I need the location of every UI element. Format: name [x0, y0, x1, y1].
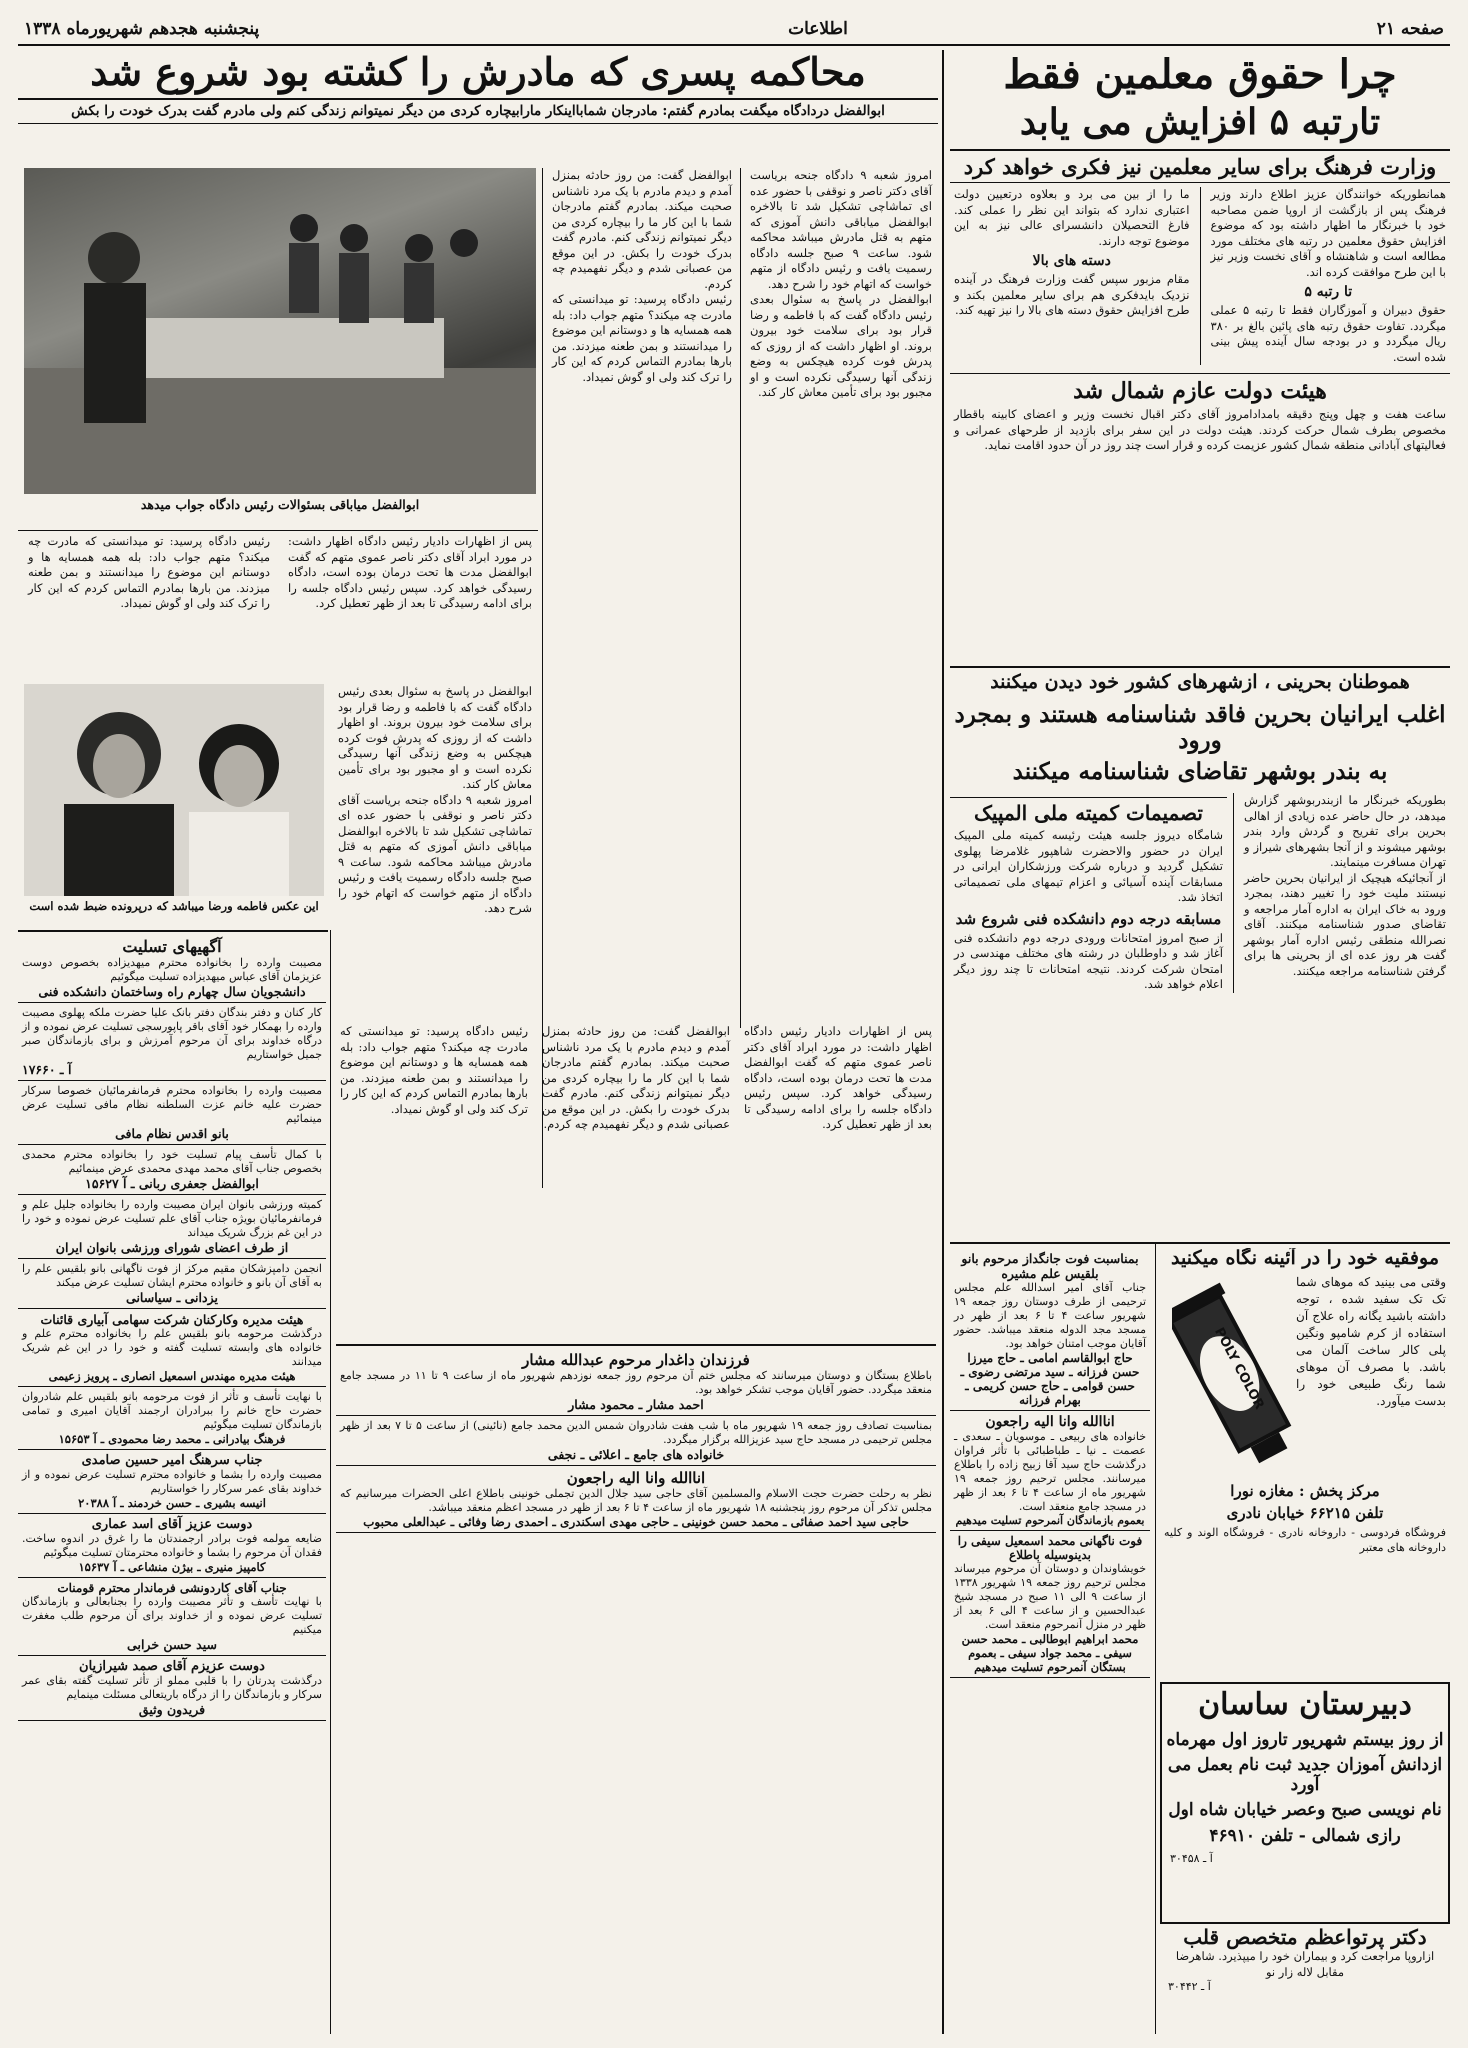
newspaper-page — [18, 14, 1450, 2034]
trial-text-g: امروز شعبه ۹ دادگاه جنحه بریاست آقای دکتر ناصر و نوقفی با حضور عده ای تماشاچی تشکیل شد تا بالاخره ابوالفضل میاباقی دانش آموزی که متهم به قتل مادرش میباشد محاکمه شود. ساعت ۹ صبح جلسه دادگاه رسمیت یافت و رئیس دادگاه از متهم خواست که اتهام خود را شرح دهد. — [338, 792, 533, 915]
condolence-notice — [18, 1145, 326, 1195]
trial-quote: ابوالفضل دردادگاه میگفت بمادرم گفتم: مادرجان شمابااینکار مارابیچاره کردی من دیگر نمیتوانم زندگی کنم ولی مادرم گفت بدرک خودت را بکش — [18, 104, 938, 125]
trial-column-f — [334, 684, 536, 1014]
exam-title: مسابقه درجه دوم دانشکده فنی شروع شد — [955, 909, 1222, 928]
memorial-body: بمناسبت تصادف روز جمعه ۱۹ شهریور ماه با شب هفت شادروان شمس الدین محمد جامع (نائینی) از ساعت ۵ تا ۷ بعد از ظهر مجلس ترحیمی در مسجد حاج سید عزیزالله برگزار میگردد. — [340, 1419, 933, 1446]
notice-sign: سید حسن خرابی — [127, 1637, 217, 1652]
bahrain-headline-1: اغلب ایرانیان بحرین فاقد شناسنامه هستند و بمجرد ورود — [954, 700, 1446, 755]
page-number: صفحه ۲۱ — [1376, 19, 1444, 39]
notice-sign: ابوالفضل جعفری ربانی ـ آ ۱۵۶۲۷ — [85, 1176, 259, 1191]
cardio-name: دکتر پرتواعظم متخصص قلب — [1183, 1926, 1427, 1949]
memorial-sign: محمد ابراهیم ابوطالبی ـ محمد حسن سیفی ـ محمد جواد سیفی ـ بعموم بستگان آنمرحوم تسلیت میدهیم — [961, 1632, 1139, 1674]
condolence-notice — [18, 1578, 326, 1656]
bahrain-body-2: از آنجائیکه هیچیک از ایرانیان بحرین حاضر نیستند ملیت خود را تغییر دهند، بمجرد ورود به خاک ایران به اداره آمار مراجعه و تقاضای صدور شناسنامه میکنند. آقای نصرالله منطقی رئیس اداره آمار بوشهر گفت هر روز عده ای از بحرینی ها برای گرفتن شناسنامه مراجعه میکنند. — [1244, 870, 1446, 978]
teachers-para-4: حقوق دبیران و آموزگاران فقط تا رتبه ۵ عملی میگردد. تفاوت حقوق رتبه های پائین بالغ بر ۳۸۰ ریال میگردد و در بودجه سال آینده پیش بینی شده است. — [1210, 303, 1447, 364]
teachers-minor-head-2: تا رتبه ۵ — [1304, 284, 1353, 301]
rule-ads-memorials — [1155, 1244, 1156, 2034]
sasan-school-ad — [1160, 1682, 1450, 1924]
trial-lower-columns — [336, 1024, 936, 1324]
condolence-notice — [18, 1514, 326, 1578]
memorial-notice — [950, 1531, 1150, 1678]
bahrain-headline-2: به بندر بوشهر تقاضای شناسنامه میکنند — [1012, 757, 1388, 785]
condolence-notice — [18, 934, 326, 1003]
notice-body: مصیبت وارده را بخانواده محترم فرمانفرمائیان خصوصا سرکار حضرت علیه خانم عزت السلطنه نظام مافی تسلیت عرض مینمائیم — [22, 1084, 322, 1125]
memorial-sign: حاجی سید احمد صفائی ـ محمد حسن خونینی ـ حاجی مهدی اسکندری ـ احمدی رضا وفائی ـ عبدالعلی محبوب — [363, 1515, 909, 1529]
rule-trial-a — [740, 168, 741, 1028]
school-line-2: ازدانش آموزان جدید ثبت نام بعمل می آورد — [1167, 1755, 1443, 1795]
memorials-right-column — [950, 1248, 1150, 2034]
courtroom-photo-caption: ابوالفضل میاباقی بسئوالات رئیس دادگاه جواب میدهد — [140, 497, 420, 512]
rule-notices-side — [330, 930, 331, 2034]
trial-column-c — [24, 534, 274, 674]
condolence-notice — [18, 1081, 326, 1145]
notice-title: آگهیهای تسلیت — [122, 937, 222, 956]
rule-right-1 — [950, 666, 1450, 668]
school-line-1: از روز بیستم شهریور تاروز اول مهرماه — [1166, 1729, 1444, 1750]
polycolor-distributor-1: مرکز پخش : مغازه نورا — [1230, 1481, 1380, 1500]
couple-photo-sketch — [24, 684, 324, 896]
trial-text-e: ابوالفضل در پاسخ به سئوال بعدی رئیس دادگاه گفت که با فاطمه و رضا قرار بود برای سلامت خود بیرون بروند. او اظهار داشت که از روزی که پدرش فوت کرده هیچکس به وضع زندگی آنها رسیدگی نکرده است و او مجبور بود برای تأمین معاش کار کند. — [750, 292, 932, 399]
notice-sign: انیسه بشیری ـ حسن خردمند ـ آ ۲۰۳۸۸ — [78, 1496, 266, 1510]
notice-title: دوست عزیزم آقای صمد شیرازیان — [79, 1659, 265, 1674]
notice-sign: بانو اقدس نظام مافی — [115, 1126, 229, 1141]
trial-text-a: امروز شعبه ۹ دادگاه جنحه بریاست آقای دکتر ناصر و نوقفی با حضور عده ای تماشاچی تشکیل شد تا بالاخره ابوالفضل میاباقی دانش آموزی که متهم به قتل مادرش میباشد محاکمه شود. ساعت ۹ صبح جلسه دادگاه رسمیت یافت و رئیس دادگاه از متهم خواست که اتهام خود را شرح دهد. — [750, 168, 932, 291]
notice-body: درگذشت پدرتان را با قلبی مملو از تأثر تسلیت گفته بقای عمر سرکار و بازماندگان را از درگاه باریتعالی مسئلت مینمایم — [22, 1674, 322, 1701]
notice-title: جناب آقای کاردونشی فرماندار محترم قومنات — [57, 1581, 287, 1595]
trial-text-d: پس از اظهارات دادیار رئیس دادگاه اظهار داشت: در مورد ابراد آقای دکتر ناصر عموی متهم که گفت ابوالفضل مدت ها تحت درمان بوده است، دادگاه رسیدگی خواهد کرد. سپس رئیس دادگاه جلسه را برای ادامه رسیدگی تا بعد از ظهر تعطیل کرد. — [288, 534, 532, 610]
memorial-body: خانواده های ربیعی ـ موسویان ـ سعدی ـ عصمت ـ نیا ـ طباطبائی با تأثر فراوان درگذشت حاج سید آقا زبیح زاده را باطلاع میرسانند. مجلس ترحیم روز جمعه ۱۹ شهریور ماه از ساعت ۴ تا ۶ بعد از ظهر در مسجد جامع منعقد است. — [954, 1430, 1146, 1513]
notice-sign: هیئت مدیره مهندس اسمعیل انصاری ـ پرویز زعیمی — [48, 1369, 296, 1383]
trial-column-d — [284, 534, 536, 674]
teachers-para-1: همانطوریکه خوانندگان عزیز اطلاع دارند وزیر فرهنگ پس از بازگشت از اروپا ضمن مصاحبه خود با خبرنگار ما اظهار داشته بود که موضوع افزایش حقوق معلمین در رتبه های مختلف مورد مطالعه است و شاهنشاه و آقای نخست وزیر نیز با این طرح موافقت کرده اند. — [1210, 187, 1446, 279]
couple-photo — [24, 684, 324, 896]
memorial-sign: حاج ابوالقاسم امامی ـ حاج میرزا حسن فرزانه ـ سید مرتضی رضوی ـ حسن قوامی ـ حاج حسن کریمی ـ بهرام فرزانه — [960, 1351, 1140, 1407]
memorials-mid-column — [336, 1348, 936, 2034]
condolence-notice — [18, 1309, 326, 1387]
notice-body: با کمال تأسف پیام تسلیت خود را بخانواده محترم محمدی بخصوص جناب آقای محمد مهدی محمدی عرض مینمائیم — [22, 1148, 322, 1175]
masthead — [18, 14, 1450, 46]
notice-sign: فریدون وثیق — [138, 1702, 206, 1717]
school-code: آ ـ ۳۰۴۵۸ — [1170, 1852, 1213, 1866]
polycolor-title: موفقیه خود را در آئینه نگاه میکنید — [1171, 1248, 1439, 1269]
cabinet-title: هیئت دولت عازم شمال شد — [1073, 378, 1327, 405]
condolence-notice — [18, 1656, 326, 1721]
exam-body: از صبح امروز امتحانات ورودی درجه دوم دانشکده فنی آغاز شد و داوطلبان در رشته های مختلف مهندسی در امتحان شرکت کردند. نتیجه امتحانات تا چند روز دیگر اعلام خواهد شد. — [954, 930, 1223, 992]
olympic-body: شامگاه دیروز جلسه هیئت رئیسه کمیته ملی المپیک ایران در حضور والاحضرت شاهپور غلامرضا پهلوی تشکیل گردید و درباره شرکت ورزشکاران ایرانی در مسابقات آینده آسیائی و اعزام تیمهای ملی تصمیماتی اتخاذ شد. — [954, 828, 1223, 905]
bahrain-article — [950, 672, 1450, 1212]
notice-body: کمیته ورزشی بانوان ایران مصیبت وارده را بخانواده جلیل علم و فرمانفرمائیان بویژه جناب آقای علم تسلیت عرض نموده و خود را در این غم بزرگ شریک میداند — [22, 1198, 322, 1239]
memorial-sign: خانواده های جامع ـ اعلائی ـ نجفی — [547, 1447, 725, 1462]
bahrain-body-1: بطوریکه خبرنگار ما ازبندربوشهر گزارش میدهد، در حال حاضر عده زیادی از اهالی بحرین برای تفریح و گردش وارد بندر بوشهر میشوند و از آنجا بشهرهای شیراز و تهران مسافرت مینمایند. — [1244, 793, 1446, 870]
issue-date: پنجشنبه هجدهم شهریورماه ۱۳۳۸ — [24, 19, 260, 39]
memorial-body: نظر به رحلت حضرت حجت الاسلام والمسلمین آقای حاجی سید جلال الدین تجملی خونینی باطلاع اعلی الحضرات میرسانیم که مجلس تذکر آن مرحوم روز پنجشنبه ۱۸ شهریور ماه از ساعت ۴ تا ۶ بعد از ظهر در مسجد اعظم منعقد میباشد. — [340, 1487, 932, 1514]
school-line-3: نام نویسی صبح وعصر خیابان شاه اول — [1168, 1800, 1442, 1821]
polycolor-body: وقتی می بینید که موهای شما تک تک سفید شده ، توجه داشته باشید یگانه راه علاج آن استفاده از کرم شامپو ونگین پلی کالر ساخت آلمان می باشد. با مصرف آن موهای شما رنگ طبیعی خود را بدست میآورد. — [1296, 1274, 1446, 1408]
polycolor-brand-text: POLY COLOR — [1211, 1325, 1267, 1412]
notice-body: درگذشت مرحومه بانو بلقیس علم را بخانواده محترم علم و خانواده های وابسته تسلیت گفته و خود را در این غم شریک میدانند — [22, 1327, 322, 1368]
notice-title: جناب سرهنگ امیر حسین صامدی — [81, 1453, 263, 1468]
couple-photo-block — [24, 684, 324, 924]
trial-text-f: ابوالفضل در پاسخ به سئوال بعدی رئیس دادگاه گفت که با فاطمه و رضا قرار بود برای سلامت خود بیرون بروند. او اظهار داشت که از روزی که پدرش فوت کرده هیچکس به وضع زندگی آنها رسیدگی نکرده است و او مجبور بود برای تأمین معاش کار کند. — [338, 684, 532, 791]
notice-body: کار کنان و دفتر بندگان دفتر بانک علیا حضرت ملکه پهلوی مصیبت وارده را بهمکار خود آقای باقر پاپورسجی تسلیت عرض نموده و از درگاه خداوند برای آن مرحوم آمرزش و برای بازماندگان صبر جمیل خواستاریم — [22, 1006, 322, 1061]
condolence-notice — [18, 1003, 326, 1081]
memorial-body: خویشاوندان و دوستان آن مرحوم میرساند مجلس ترحیم روز جمعه ۱۹ شهریور ۱۳۳۸ از ساعت ۹ الی ۱۱ صبح در مسجد شیخ عبدالحسین و از ساعت ۴ الی ۶ بعد از ظهر در منزل آنمرحوم منعقد است. — [954, 1562, 1146, 1631]
memorial-body: جناب آقای امیر اسدالله علم مجلس ترحیمی از طرف دوستان روز جمعه ۱۹ شهریور ساعت ۴ تا ۶ بعد از ظهر در مسجد مجد الدوله منعقد میباشد. حضور آقایان موجب امتنان خواهد بود. — [954, 1281, 1146, 1350]
condolence-notice — [18, 1259, 326, 1309]
teachers-para-3: مقام مزبور سپس گفت وزارت فرهنگ در آینده نزدیک بایدفکری هم برای سایر معلمین بکند و طرح افزایش حقوق دسته های بالا را نیز تهیه کند. — [954, 272, 1190, 318]
rule-center — [942, 50, 944, 2034]
notice-sign: از طرف اعضای شورای ورزشی بانوان ایران — [55, 1240, 289, 1255]
memorial-title: فوت ناگهانی محمد اسمعیل سیفی را بدینوسیله باطلاع — [957, 1534, 1143, 1562]
school-name: دبیرستان ساسان — [1198, 1687, 1412, 1722]
courtroom-photo-sketch — [24, 168, 536, 494]
teachers-minor-head-1: دسته های بالا — [1032, 253, 1111, 270]
polycolor-tube-illustration — [1172, 1278, 1292, 1478]
rule-mid-memorials — [336, 1344, 936, 1346]
memorial-title: اناالله وانا الیه راجعون — [566, 1469, 706, 1487]
rule-right-2 — [950, 1242, 1450, 1244]
condolence-notices-column — [18, 934, 326, 2034]
trial-text-c: رئیس دادگاه پرسید: تو میدانستی که مادرت چه میکند؟ متهم جواب داد: بله همه همسایه ها و دوستانم این موضوع را میدانستند و بمن طعنه میزدند. من بارها بمادرم التماس کردم که این کار را ترک کند ولی او گوش نمیداد. — [28, 534, 270, 610]
notice-body: ضایعه مولمه فوت برادر ارجمندتان ما را غرق در اندوه ساخت. فقدان آن مرحوم را بشما و خانواده محترمتان تسلیت میگوئیم — [22, 1532, 322, 1559]
memorial-body: باطلاع بستگان و دوستان میرسانند که مجلس ختم آن مرحوم روز جمعه نوزدهم شهریور ماه از ساعت ۹ تا ۱۱ در مسجد جامع منعقد میگردد. حضور آقایان موجب تشکر خواهد بود. — [340, 1369, 933, 1396]
teachers-para-2: ما را از بین می برد و بعلاوه درتعیین دولت اعتباری ندارد که بتواند این نظر را عملی کند. فارغ التحصیلان دانشسرای عالی نیز به این موضوع توجه دارند. — [954, 187, 1190, 248]
condolence-notice — [18, 1450, 326, 1514]
trial-column-a — [746, 168, 936, 1028]
cardio-code: آ ـ ۳۰۴۴۲ — [1168, 1980, 1211, 1993]
condolence-notice — [18, 1387, 326, 1450]
notice-sign: یزدانی ـ سیاسانی — [126, 1290, 218, 1305]
courtroom-photo-block — [24, 168, 536, 528]
cardiologist-ad — [1160, 1926, 1450, 2026]
polycolor-ad — [1160, 1248, 1450, 1668]
polycolor-distributor-2: تلفن ۶۶۲۱۵ خیابان نادری — [1226, 1503, 1384, 1522]
notice-title: دوست عزیز آقای اسد عماری — [91, 1517, 253, 1532]
polycolor-shops: فروشگاه فردوسی - داروخانه نادری - فروشگاه الوند و کلیه داروخانه های معتبر — [1164, 1525, 1446, 1555]
condolence-notice — [18, 1195, 326, 1259]
memorial-title: اناالله وانا الیه راجعون — [985, 1414, 1115, 1430]
notice-sign: فرهنگ بیادرانی ـ محمد رضا محمودی ـ آ ۱۵۶۵۳ — [58, 1432, 286, 1446]
notice-sign: آ ـ ۱۷۶۶۰ — [22, 1062, 72, 1077]
olympic-title: تصمیمات کمیته ملی المپیک — [950, 797, 1227, 825]
memorial-sign: احمد مشار ـ محمود مشار — [568, 1397, 704, 1412]
memorial-notice — [336, 1466, 936, 1533]
trial-text-b: ابوالفضل گفت: من روز حادثه بمنزل آمدم و دیدم مادرم با یک مرد ناشناس صحبت میکند. بمادرم گفتم مادرجان شما با این کار ما را بیچاره کردی من دیگر نمیتوانم زندگی کنم. مادرم گفت بدرک خودت را بکش. در این موقع من عصبانی شدم و دیگر نفهمیدم چه کردم. — [552, 168, 732, 291]
notice-sign: دانشجویان سال چهارم راه وساختمان دانشکده فنی — [38, 984, 306, 999]
trial-text-lower-2: ابوالفضل گفت: من روز حادثه بمنزل آمدم و دیدم مادرم با یک مرد ناشناس صحبت میکند. بمادرم گفتم مادرجان شما با این کار ما را بیچاره کردی من دیگر نمیتوانم زندگی کنم. مادرم گفت بدرک خودت را بکش. در این موقع من عصبانی شدم و دیگر نفهمیدم چه کردم. — [542, 1024, 730, 1131]
notice-body: مصیبت وارده را بخانواده محترم میهدیزاده بخصوص دوست عزیزمان آقای عباس میهدیزاده تسلیت میگوئیم — [22, 956, 322, 983]
couple-photo-caption: این عکس فاطمه ورضا میباشد که درپرونده ضبط شده است — [29, 899, 319, 913]
notice-sign: کامپیز منیری ـ بیژن منشاعی ـ آ ۱۵۶۳۷ — [78, 1560, 266, 1574]
teachers-headline-2: تارتبه ۵ افزایش می یابد — [1019, 101, 1381, 143]
memorial-notice — [950, 1411, 1150, 1531]
teachers-subhead: وزارت فرهنگ برای سایر معلمین نیز فکری خواهد کرد — [950, 149, 1450, 183]
notice-body: مصیبت وارده را بشما و خانواده محترم تسلیت عرض نموده و از خداوند بقای عمر سرکار را خواستاریم — [22, 1468, 322, 1495]
trial-column-b — [548, 168, 736, 1028]
trial-text-c-cont: رئیس دادگاه پرسید: تو میدانستی که مادرت چه میکند؟ متهم جواب داد: بله همه همسایه ها و دوستانم این موضوع را میدانستند و بمن طعنه میزدند. من بارها بمادرم التماس کردم که این کار را ترک کند ولی او گوش نمیداد. — [552, 292, 732, 384]
courtroom-photo — [24, 168, 536, 494]
trial-text-lower-3: رئیس دادگاه پرسید: تو میدانستی که مادرت چه میکند؟ متهم جواب داد: بله همه همسایه ها و دوستانم این موضوع را میدانستند و بمن طعنه میزدند. من بارها بمادرم التماس کردم که این کار را ترک کند ولی او گوش نمیداد. — [340, 1024, 528, 1116]
cardio-body: ازاروپا مراجعت کرد و بیماران خود را میپذیرد. شاهرضا مقابل لاله زار نو — [1175, 1949, 1435, 1979]
trial-headline: محاکمه پسری که مادرش را کشته بود شروع شد — [18, 50, 938, 100]
teachers-headline-1: چرا حقوق معلمین فقط — [1003, 51, 1397, 98]
notice-body: انجمن دامپزشکان مقیم مرکز از فوت ناگهانی بانو بلقیس علم را به آقای آن بانو و خانواده محترم ایشان تسلیت عرض میکند — [22, 1262, 322, 1289]
bahrain-kicker: هموطنان بحرینی ، ازشهرهای کشور خود دیدن میکنند — [990, 672, 1410, 693]
memorial-notice — [336, 1348, 936, 1416]
notice-body: با نهایت تأسف و تأثر مصیبت وارده را بجنابعالی و بازماندگان تسلیت عرض نموده و از خداوند برای آن مرحوم طلب مغفرت میکنیم — [22, 1595, 322, 1636]
cabinet-body: ساعت هفت و چهل وپنج دقیقه بامدادامروز آقای دکتر اقبال نخست وزیر و اعضای کابینه باقطار مخصوص بطرف شمال حرکت کردند. هیئت دولت در این سفر برای بازدید از طرحهای عمرانی و فعالیتهای آبادانی منطقه شمال کشور عزیمت کرده و قرار است چند روز در آن حدود اقامت نماید. — [954, 407, 1446, 453]
school-line-4: رازی شمالی - تلفن ۴۶۹۱۰ — [1209, 1825, 1401, 1846]
notice-title: هیئت مدیره وکارکنان شرکت سهامی آبیاری قائنات — [40, 1312, 304, 1327]
trial-text-lower-1: پس از اظهارات دادیار رئیس دادگاه اظهار داشت: در مورد ابراد آقای دکتر ناصر عموی متهم که گفت ابوالفضل مدت ها تحت درمان بوده است، دادگاه رسیدگی خواهد کرد. سپس رئیس دادگاه جلسه را برای ادامه رسیدگی تا بعد از ظهر تعطیل کرد. — [744, 1024, 932, 1131]
notice-body: با نهایت تأسف و تأثر از فوت مرحومه بانو بلقیس علم شادروان حضرت حاج خانم را ببرادران ارجمند آقایان امیری و تمامی بازماندگان تسلیت میگوئیم — [22, 1390, 322, 1431]
rule-notices — [18, 930, 328, 932]
memorial-notice — [336, 1416, 936, 1466]
memorial-notice — [950, 1248, 1150, 1411]
memorial-title: فرزندان داغدار مرحوم عبدالله مشار — [522, 1351, 750, 1369]
memorial-title: بمناسبت فوت جانگداز مرحوم بانو بلقیس علم مشیره — [961, 1251, 1139, 1281]
memorial-sign: بعموم بازماندگان آنمرحوم تسلیت میدهیم — [955, 1514, 1145, 1527]
rule-left-photo — [18, 530, 538, 531]
paper-name: اطلاعات — [788, 19, 848, 39]
